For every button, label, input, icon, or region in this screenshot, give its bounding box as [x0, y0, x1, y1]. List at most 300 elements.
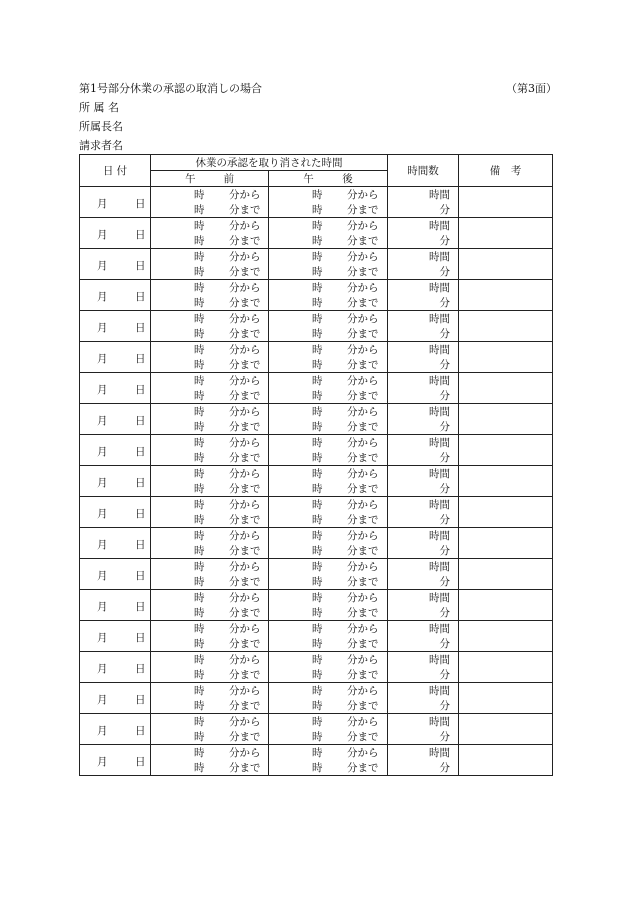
table-row [80, 311, 553, 342]
from-label: 分から [229, 654, 261, 666]
from-label: 分から [229, 406, 261, 418]
from-label: 分から [229, 344, 261, 356]
jikan-label: 時間 [429, 437, 450, 449]
to-label: 分まで [229, 762, 261, 774]
hour-label: 時 [312, 204, 323, 216]
remarks-cell[interactable] [459, 187, 553, 218]
hour-label: 時 [194, 266, 205, 278]
am-time-cell[interactable] [151, 280, 269, 311]
am-time-cell[interactable] [151, 466, 269, 497]
hour-label: 時 [312, 576, 323, 588]
hour-label: 時 [194, 313, 205, 325]
pm-time-cell[interactable] [269, 218, 388, 249]
jikan-label: 時間 [429, 716, 450, 728]
pm-label-1: 午 [303, 173, 314, 185]
from-label: 分から [347, 592, 379, 604]
remarks-cell[interactable] [459, 249, 553, 280]
table-row [80, 559, 553, 590]
am-time-cell[interactable] [151, 373, 269, 404]
hours-cell[interactable] [388, 342, 459, 373]
to-label: 分まで [347, 266, 379, 278]
hour-label: 時 [194, 576, 205, 588]
hour-label: 時 [194, 452, 205, 464]
hour-label: 時 [312, 747, 323, 759]
hours-cell[interactable] [388, 621, 459, 652]
fun-label: 分 [439, 359, 450, 371]
remarks-cell[interactable] [459, 404, 553, 435]
from-label: 分から [347, 251, 379, 263]
hours-cell[interactable] [388, 652, 459, 683]
date-cell[interactable] [80, 249, 151, 280]
to-label: 分まで [229, 731, 261, 743]
am-time-cell[interactable] [151, 249, 269, 280]
date-cell[interactable] [80, 187, 151, 218]
am-time-cell[interactable] [151, 435, 269, 466]
month-label: 月 [97, 601, 108, 613]
date-cell[interactable] [80, 342, 151, 373]
hour-label: 時 [312, 762, 323, 774]
from-label: 分から [347, 468, 379, 480]
to-label: 分まで [347, 669, 379, 681]
pm-time-cell[interactable] [269, 621, 388, 652]
date-cell[interactable] [80, 590, 151, 621]
date-cell[interactable] [80, 218, 151, 249]
date-cell[interactable] [80, 311, 151, 342]
hour-label: 時 [194, 421, 205, 433]
to-label: 分まで [347, 235, 379, 247]
remarks-cell[interactable] [459, 373, 553, 404]
to-label: 分まで [347, 514, 379, 526]
from-label: 分から [229, 313, 261, 325]
remarks-cell[interactable] [459, 528, 553, 559]
am-time-cell[interactable] [151, 311, 269, 342]
hour-label: 時 [194, 375, 205, 387]
month-label: 月 [97, 322, 108, 334]
day-label: 日 [135, 198, 146, 210]
table-row [80, 280, 553, 311]
hour-label: 時 [312, 452, 323, 464]
am-time-cell[interactable] [151, 187, 269, 218]
am-time-cell[interactable] [151, 590, 269, 621]
day-label: 日 [135, 477, 146, 489]
from-label: 分から [347, 623, 379, 635]
from-label: 分から [347, 220, 379, 232]
day-label: 日 [135, 663, 146, 675]
pm-time-cell[interactable] [269, 590, 388, 621]
hour-label: 時 [312, 607, 323, 619]
remarks-cell[interactable] [459, 559, 553, 590]
remarks-cell[interactable] [459, 652, 553, 683]
remarks-header: 備 考 [459, 155, 553, 187]
hours-cell[interactable] [388, 187, 459, 218]
fun-label: 分 [439, 390, 450, 402]
to-label: 分まで [347, 390, 379, 402]
to-label: 分まで [229, 545, 261, 557]
table-row [80, 466, 553, 497]
cancellation-table [79, 154, 553, 776]
hour-label: 時 [312, 220, 323, 232]
to-label: 分まで [229, 328, 261, 340]
pm-time-cell[interactable] [269, 497, 388, 528]
hour-label: 時 [194, 297, 205, 309]
hour-label: 時 [312, 716, 323, 728]
jikan-label: 時間 [429, 282, 450, 294]
date-cell[interactable] [80, 714, 151, 745]
date-cell[interactable] [80, 745, 151, 776]
am-time-cell[interactable] [151, 683, 269, 714]
date-cell[interactable] [80, 435, 151, 466]
remarks-cell[interactable] [459, 745, 553, 776]
table-row [80, 528, 553, 559]
pm-time-cell[interactable] [269, 187, 388, 218]
table-row [80, 497, 553, 528]
hours-cell[interactable] [388, 404, 459, 435]
pm-time-cell[interactable] [269, 249, 388, 280]
pm-time-cell[interactable] [269, 280, 388, 311]
date-cell[interactable] [80, 466, 151, 497]
from-label: 分から [229, 189, 261, 201]
fun-label: 分 [439, 452, 450, 464]
pm-time-cell[interactable] [269, 528, 388, 559]
hour-label: 時 [194, 607, 205, 619]
hour-label: 時 [312, 483, 323, 495]
from-label: 分から [229, 623, 261, 635]
hour-label: 時 [312, 266, 323, 278]
to-label: 分まで [347, 204, 379, 216]
month-label: 月 [97, 570, 108, 582]
hours-cell[interactable] [388, 373, 459, 404]
hour-label: 時 [194, 328, 205, 340]
from-label: 分から [229, 251, 261, 263]
from-label: 分から [229, 437, 261, 449]
month-label: 月 [97, 477, 108, 489]
fun-label: 分 [439, 607, 450, 619]
hour-label: 時 [194, 406, 205, 418]
to-label: 分まで [347, 452, 379, 464]
hour-label: 時 [194, 762, 205, 774]
day-label: 日 [135, 756, 146, 768]
hours-cell[interactable] [388, 280, 459, 311]
from-label: 分から [229, 220, 261, 232]
to-label: 分まで [347, 576, 379, 588]
hour-label: 時 [194, 235, 205, 247]
day-label: 日 [135, 260, 146, 272]
requester-name-label: 請求者名 [79, 139, 123, 152]
to-label: 分まで [347, 762, 379, 774]
from-label: 分から [347, 282, 379, 294]
table-row [80, 373, 553, 404]
date-cell[interactable] [80, 373, 151, 404]
hour-label: 時 [194, 390, 205, 402]
to-label: 分まで [347, 297, 379, 309]
hour-label: 時 [312, 359, 323, 371]
hour-label: 時 [312, 421, 323, 433]
fun-label: 分 [439, 266, 450, 278]
form-title: 第1号部分休業の承認の取消しの場合 [79, 82, 262, 95]
table-row [80, 218, 553, 249]
day-label: 日 [135, 601, 146, 613]
to-label: 分まで [229, 235, 261, 247]
jikan-label: 時間 [429, 406, 450, 418]
remarks-cell[interactable] [459, 218, 553, 249]
jikan-label: 時間 [429, 313, 450, 325]
from-label: 分から [347, 313, 379, 325]
jikan-label: 時間 [429, 344, 450, 356]
hour-label: 時 [194, 638, 205, 650]
to-label: 分まで [347, 638, 379, 650]
hour-label: 時 [194, 669, 205, 681]
remarks-cell[interactable] [459, 714, 553, 745]
fun-label: 分 [439, 328, 450, 340]
hour-label: 時 [312, 437, 323, 449]
day-label: 日 [135, 539, 146, 551]
date-cell[interactable] [80, 652, 151, 683]
table-row [80, 683, 553, 714]
remarks-cell[interactable] [459, 683, 553, 714]
hours-cell[interactable] [388, 683, 459, 714]
am-time-cell[interactable] [151, 621, 269, 652]
hours-cell[interactable] [388, 528, 459, 559]
pm-time-cell[interactable] [269, 342, 388, 373]
hour-label: 時 [312, 700, 323, 712]
month-label: 月 [97, 229, 108, 241]
am-time-cell[interactable] [151, 404, 269, 435]
day-label: 日 [135, 725, 146, 737]
to-label: 分まで [347, 483, 379, 495]
fun-label: 分 [439, 483, 450, 495]
am-time-cell[interactable] [151, 559, 269, 590]
from-label: 分から [229, 468, 261, 480]
hours-cell[interactable] [388, 249, 459, 280]
am-time-cell[interactable] [151, 218, 269, 249]
hours-cell[interactable] [388, 466, 459, 497]
hour-label: 時 [194, 282, 205, 294]
hour-label: 時 [194, 220, 205, 232]
fun-label: 分 [439, 297, 450, 309]
date-header: 日 付 [80, 155, 151, 187]
hour-label: 時 [194, 716, 205, 728]
hour-label: 時 [312, 592, 323, 604]
date-cell[interactable] [80, 404, 151, 435]
to-label: 分まで [229, 266, 261, 278]
from-label: 分から [347, 344, 379, 356]
hour-label: 時 [194, 530, 205, 542]
month-label: 月 [97, 632, 108, 644]
am-time-cell[interactable] [151, 714, 269, 745]
hour-label: 時 [194, 359, 205, 371]
fun-label: 分 [439, 545, 450, 557]
date-cell[interactable] [80, 559, 151, 590]
day-label: 日 [135, 508, 146, 520]
hour-label: 時 [312, 638, 323, 650]
pm-time-cell[interactable] [269, 311, 388, 342]
to-label: 分まで [347, 607, 379, 619]
table-row [80, 714, 553, 745]
am-time-cell[interactable] [151, 528, 269, 559]
hour-label: 時 [312, 545, 323, 557]
jikan-label: 時間 [429, 561, 450, 573]
pm-time-cell[interactable] [269, 652, 388, 683]
table-row [80, 652, 553, 683]
from-label: 分から [229, 747, 261, 759]
remarks-cell[interactable] [459, 342, 553, 373]
to-label: 分まで [229, 669, 261, 681]
date-cell[interactable] [80, 280, 151, 311]
to-label: 分まで [229, 390, 261, 402]
remarks-cell[interactable] [459, 435, 553, 466]
remarks-cell[interactable] [459, 280, 553, 311]
hour-label: 時 [194, 189, 205, 201]
hour-label: 時 [194, 685, 205, 697]
table-row [80, 187, 553, 218]
pm-label-2: 後 [342, 173, 353, 185]
date-cell[interactable] [80, 497, 151, 528]
from-label: 分から [347, 189, 379, 201]
day-label: 日 [135, 384, 146, 396]
hour-label: 時 [312, 282, 323, 294]
jikan-label: 時間 [429, 654, 450, 666]
from-label: 分から [229, 375, 261, 387]
hour-label: 時 [312, 731, 323, 743]
hour-label: 時 [312, 406, 323, 418]
from-label: 分から [347, 530, 379, 542]
fun-label: 分 [439, 762, 450, 774]
month-label: 月 [97, 415, 108, 427]
hour-label: 時 [194, 204, 205, 216]
hour-label: 時 [194, 731, 205, 743]
jikan-label: 時間 [429, 220, 450, 232]
am-header [151, 171, 269, 187]
remarks-cell[interactable] [459, 466, 553, 497]
day-label: 日 [135, 570, 146, 582]
jikan-label: 時間 [429, 747, 450, 759]
to-label: 分まで [229, 421, 261, 433]
hour-label: 時 [194, 483, 205, 495]
am-label-1: 午 [185, 173, 196, 185]
from-label: 分から [347, 654, 379, 666]
remarks-cell[interactable] [459, 497, 553, 528]
am-time-cell[interactable] [151, 342, 269, 373]
hours-cell[interactable] [388, 435, 459, 466]
from-label: 分から [347, 406, 379, 418]
table-row [80, 621, 553, 652]
to-label: 分まで [229, 576, 261, 588]
jikan-label: 時間 [429, 623, 450, 635]
date-cell[interactable] [80, 683, 151, 714]
to-label: 分まで [229, 297, 261, 309]
pm-time-cell[interactable] [269, 745, 388, 776]
hour-label: 時 [312, 654, 323, 666]
fun-label: 分 [439, 669, 450, 681]
from-label: 分から [347, 685, 379, 697]
am-time-cell[interactable] [151, 745, 269, 776]
remarks-cell[interactable] [459, 621, 553, 652]
month-label: 月 [97, 725, 108, 737]
hours-cell[interactable] [388, 590, 459, 621]
hour-label: 時 [312, 669, 323, 681]
hour-label: 時 [194, 592, 205, 604]
hour-label: 時 [194, 499, 205, 511]
remarks-cell[interactable] [459, 311, 553, 342]
fun-label: 分 [439, 204, 450, 216]
hour-label: 時 [194, 437, 205, 449]
pm-header [269, 171, 388, 187]
hour-label: 時 [312, 468, 323, 480]
month-label: 月 [97, 353, 108, 365]
from-label: 分から [229, 716, 261, 728]
hours-cell[interactable] [388, 714, 459, 745]
hour-label: 時 [312, 561, 323, 573]
hour-label: 時 [194, 700, 205, 712]
fun-label: 分 [439, 235, 450, 247]
hours-cell[interactable] [388, 559, 459, 590]
from-label: 分から [229, 499, 261, 511]
hour-label: 時 [194, 545, 205, 557]
to-label: 分まで [347, 545, 379, 557]
pm-time-cell[interactable] [269, 373, 388, 404]
from-label: 分から [347, 561, 379, 573]
jikan-label: 時間 [429, 685, 450, 697]
am-time-cell[interactable] [151, 652, 269, 683]
page-number: （第3面） [506, 82, 557, 95]
cancelled-time-header: 休業の承認を取り消された時間 [151, 155, 388, 171]
day-label: 日 [135, 353, 146, 365]
month-label: 月 [97, 446, 108, 458]
hours-cell[interactable] [388, 745, 459, 776]
pm-time-cell[interactable] [269, 683, 388, 714]
jikan-label: 時間 [429, 468, 450, 480]
hour-label: 時 [312, 235, 323, 247]
from-label: 分から [347, 747, 379, 759]
to-label: 分まで [229, 483, 261, 495]
hour-label: 時 [194, 654, 205, 666]
jikan-label: 時間 [429, 499, 450, 511]
table-row [80, 590, 553, 621]
from-label: 分から [229, 561, 261, 573]
pm-time-cell[interactable] [269, 559, 388, 590]
hour-label: 時 [194, 561, 205, 573]
hour-label: 時 [312, 499, 323, 511]
hours-cell[interactable] [388, 497, 459, 528]
am-time-cell[interactable] [151, 497, 269, 528]
date-cell[interactable] [80, 621, 151, 652]
remarks-cell[interactable] [459, 590, 553, 621]
jikan-label: 時間 [429, 530, 450, 542]
hours-cell[interactable] [388, 311, 459, 342]
to-label: 分まで [229, 607, 261, 619]
from-label: 分から [347, 499, 379, 511]
hour-label: 時 [312, 514, 323, 526]
to-label: 分まで [347, 700, 379, 712]
table-row [80, 435, 553, 466]
pm-time-cell[interactable] [269, 714, 388, 745]
fun-label: 分 [439, 514, 450, 526]
table-row [80, 404, 553, 435]
pm-time-cell[interactable] [269, 404, 388, 435]
table-row [80, 342, 553, 373]
hours-cell[interactable] [388, 218, 459, 249]
hour-label: 時 [194, 468, 205, 480]
from-label: 分から [347, 437, 379, 449]
pm-time-cell[interactable] [269, 466, 388, 497]
month-label: 月 [97, 539, 108, 551]
month-label: 月 [97, 198, 108, 210]
to-label: 分まで [229, 638, 261, 650]
date-cell[interactable] [80, 528, 151, 559]
day-label: 日 [135, 632, 146, 644]
to-label: 分まで [229, 204, 261, 216]
pm-time-cell[interactable] [269, 435, 388, 466]
